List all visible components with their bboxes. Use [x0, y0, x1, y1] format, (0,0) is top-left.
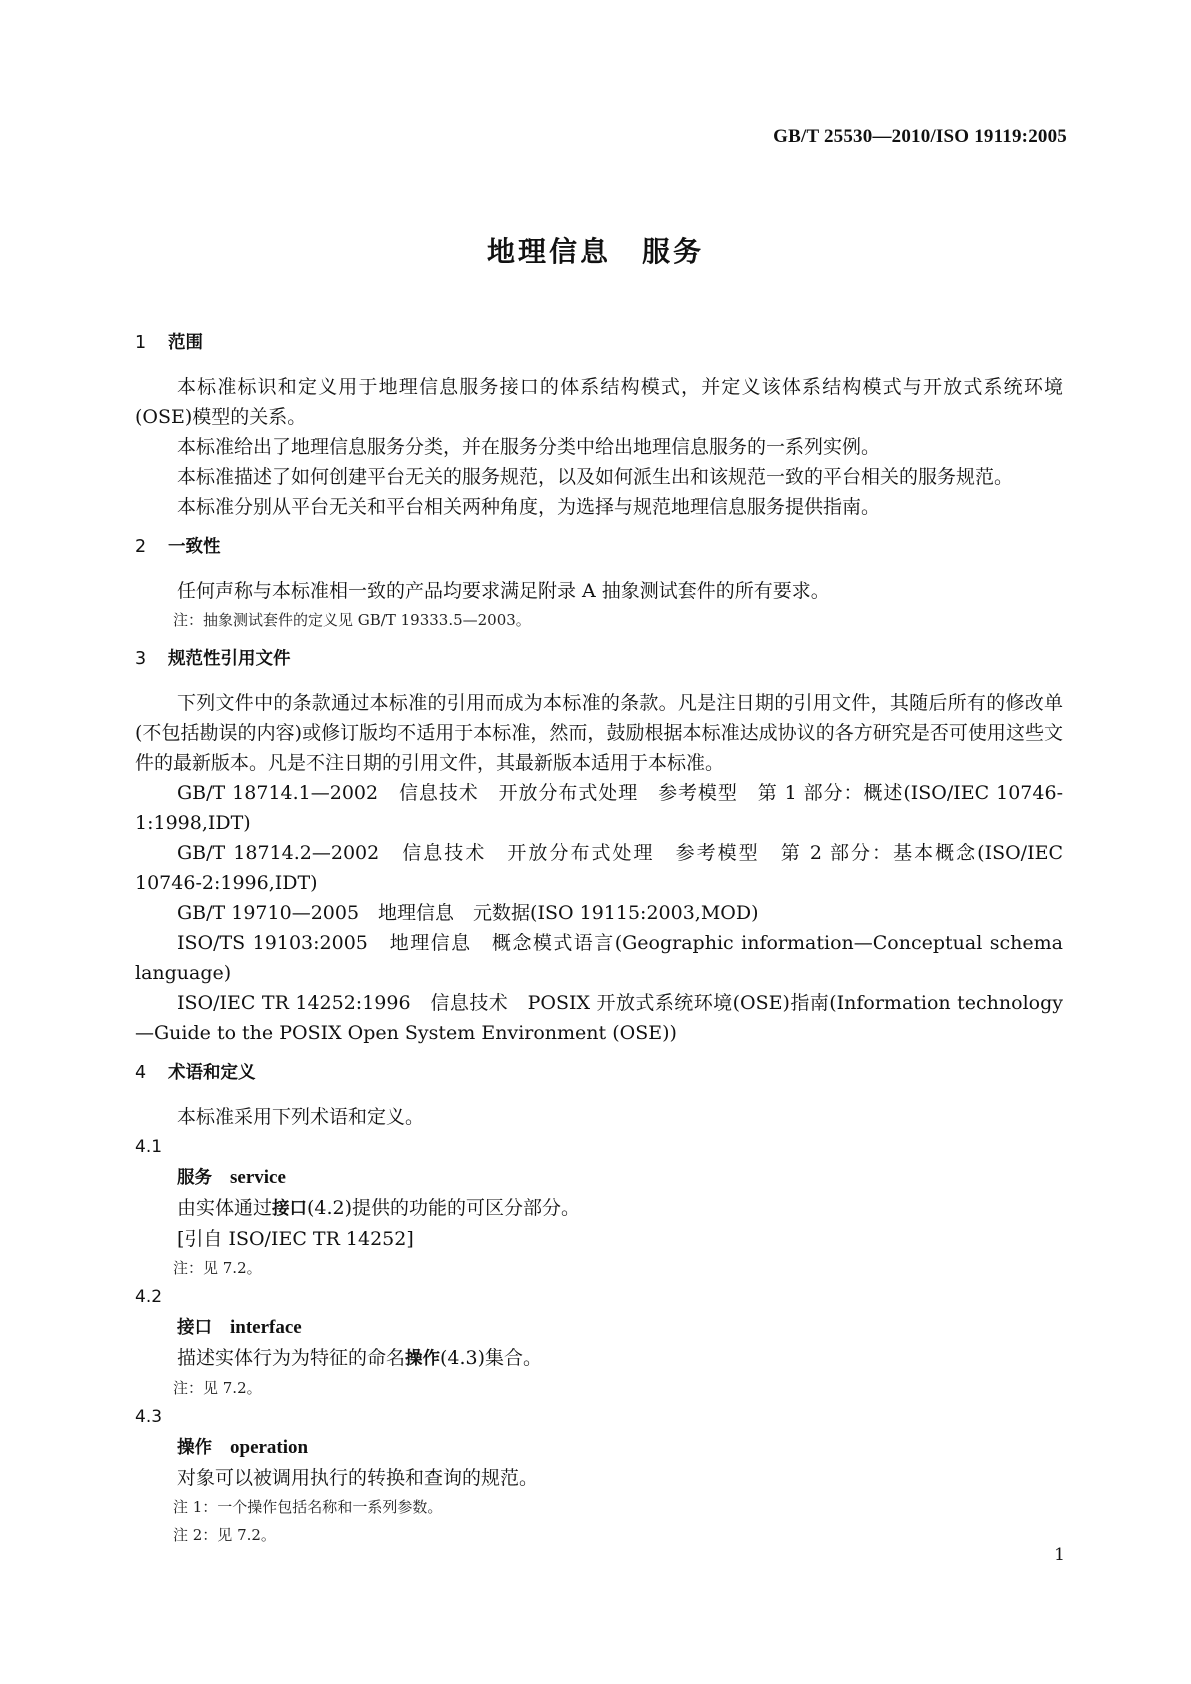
section-normative-references [135, 644, 1063, 1048]
term-number: 4.3 [135, 1407, 163, 1427]
term-source: [引自 ISO/IEC TR 14252] [177, 1228, 414, 1250]
reference-item: GB/T 18714.2—2002 信息技术 开放分布式处理 参考模型 第 2 部分：基本概念(ISO/IEC 10746-2:1996,IDT) [135, 842, 1063, 894]
term-definition [177, 1343, 1063, 1374]
section-heading [135, 532, 1063, 562]
definition-text: (4.3)集合。 [440, 1347, 543, 1369]
reference-item: GB/T 19710—2005 地理信息 元数据(ISO 19115:2003,MOD) [177, 902, 759, 924]
term-entry [135, 1282, 1063, 1402]
definition-text: 描述实体行为为特征的命名 [177, 1347, 406, 1369]
term-definition [177, 1193, 1063, 1224]
section-title: 范围 [168, 333, 203, 353]
paragraph: 任何声称与本标准相一致的产品均要求满足附录 A 抽象测试套件的所有要求。 [177, 580, 830, 602]
term-name [177, 1162, 1063, 1193]
document-title: 地理信息 服务 [486, 235, 704, 268]
section-title: 术语和定义 [168, 1063, 256, 1083]
section-conformance [135, 532, 1063, 634]
section-number: 3 [135, 649, 147, 669]
definition-text: (4.2)提供的功能的可区分部分。 [307, 1197, 581, 1219]
term-english: interface [230, 1317, 302, 1338]
section-number: 1 [135, 333, 147, 353]
reference-item: ISO/IEC TR 14252:1996 信息技术 POSIX 开放式系统环境(OSE)指南(Information technology—Guide to the POSIX Open System Environment (OSE)) [135, 992, 1063, 1044]
term-entry [135, 1402, 1063, 1549]
reference-item: GB/T 18714.1—2002 信息技术 开放分布式处理 参考模型 第 1 部分：概述(ISO/IEC 10746-1:1998,IDT) [135, 782, 1063, 834]
note: 注：见 7.2。 [173, 1259, 262, 1277]
term-english: operation [230, 1437, 309, 1458]
paragraph: 本标准标识和定义用于地理信息服务接口的体系结构模式，并定义该体系结构模式与开放式系统环境(OSE)模型的关系。 [135, 376, 1063, 428]
term-chinese: 服务 [177, 1168, 212, 1188]
term-name [177, 1312, 1063, 1343]
section-heading [135, 1058, 1063, 1088]
standard-code: GB/T 25530—2010/ISO 19119:2005 [773, 126, 1067, 147]
section-title: 规范性引用文件 [168, 649, 291, 669]
section-number: 4 [135, 1063, 147, 1083]
note: 注 1：一个操作包括名称和一系列参数。 [173, 1498, 443, 1516]
section-title: 一致性 [168, 537, 221, 557]
page-number: 1 [1054, 1545, 1065, 1565]
note: 注 2：见 7.2。 [173, 1526, 276, 1544]
note: 注：抽象测试套件的定义见 GB/T 19333.5—2003。 [173, 611, 531, 629]
paragraph: 本标准描述了如何创建平台无关的服务规范，以及如何派生出和该规范一致的平台相关的服务规范。 [177, 466, 1014, 488]
section-heading [135, 328, 1063, 358]
document-body [135, 328, 1063, 1549]
section-terms-definitions [135, 1058, 1063, 1549]
term-chinese: 操作 [177, 1438, 212, 1458]
term-definition: 对象可以被调用执行的转换和查询的规范。 [177, 1467, 539, 1489]
section-number: 2 [135, 537, 147, 557]
paragraph: 下列文件中的条款通过本标准的引用而成为本标准的条款。凡是注日期的引用文件，其随后所有的修改单(不包括勘误的内容)或修订版均不适用于本标准，然而，鼓励根据本标准达成协议的各方研究是否可使用这些文件的最新版本。凡是不注日期的引用文件，其最新版本适用于本标准。 [135, 692, 1063, 774]
term-chinese: 接口 [177, 1318, 212, 1338]
note: 注：见 7.2。 [173, 1379, 262, 1397]
term-number: 4.1 [135, 1137, 163, 1157]
term-cross-reference: 接口 [272, 1199, 308, 1219]
term-name [177, 1432, 1063, 1463]
section-scope [135, 328, 1063, 522]
term-number: 4.2 [135, 1287, 163, 1307]
term-english: service [230, 1167, 286, 1188]
section-heading [135, 644, 1063, 674]
term-cross-reference: 操作 [405, 1349, 441, 1369]
paragraph: 本标准分别从平台无关和平台相关两种角度，为选择与规范地理信息服务提供指南。 [177, 496, 881, 518]
paragraph: 本标准给出了地理信息服务分类，并在服务分类中给出地理信息服务的一系列实例。 [177, 436, 881, 458]
definition-text: 由实体通过 [177, 1197, 273, 1219]
term-entry [135, 1132, 1063, 1282]
reference-item: ISO/TS 19103:2005 地理信息 概念模式语言(Geographic information—Conceptual schema language) [135, 932, 1063, 984]
paragraph: 本标准采用下列术语和定义。 [177, 1106, 425, 1128]
